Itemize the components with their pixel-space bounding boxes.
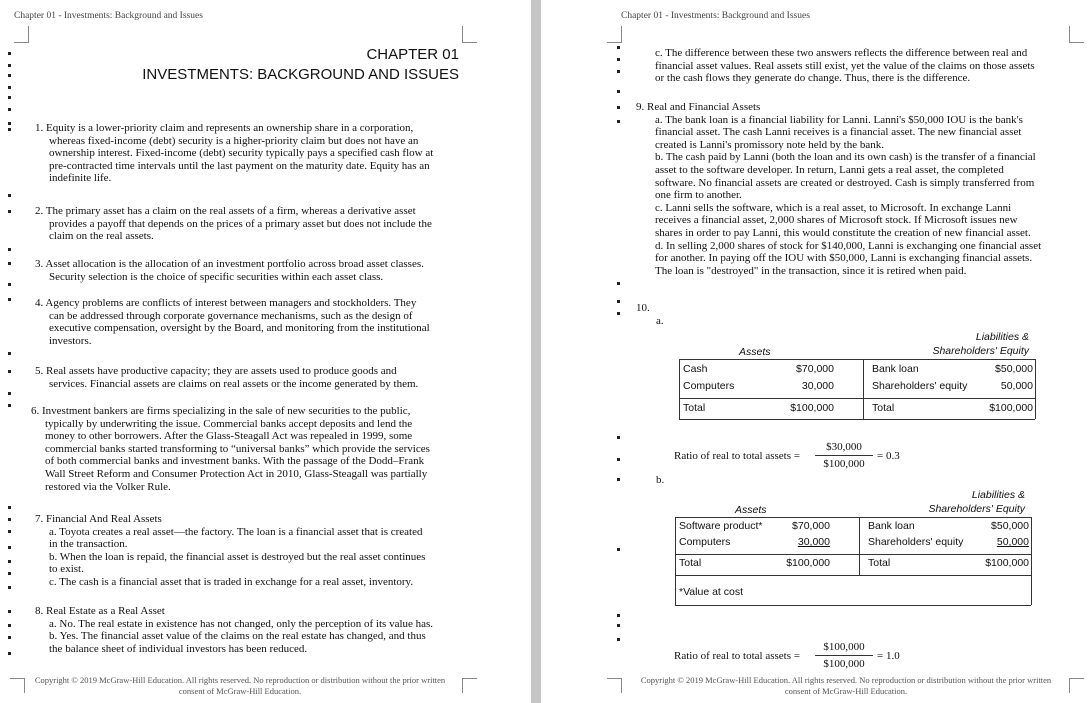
liab-row-label: Shareholders' equity — [868, 536, 964, 548]
page-header: Chapter 01 - Investments: Background and Issues — [14, 11, 203, 21]
bullet-marker — [8, 572, 11, 575]
bullet-marker — [8, 210, 11, 213]
liab-row-value: 50,000 — [1000, 380, 1033, 392]
q4-line: can be addressed through corporate governance mechanisms, such as the design of — [49, 309, 413, 322]
q6-line: of both commercial banks and investment banks. With the passage of the Dodd–Frank — [45, 455, 425, 468]
asset-row-label: Computers — [683, 380, 735, 392]
q8-line: b. Yes. The financial asset value of the claims on the real estate has changed, and thus — [49, 630, 426, 643]
liab-total-label: Total — [872, 402, 895, 414]
asset-row-value: 30,000 — [801, 380, 834, 392]
right-page — [541, 0, 1092, 703]
q2-line: provides a payoff that depends on the prices of a primary asset but does not include the — [49, 217, 432, 230]
crop-mark — [607, 678, 622, 693]
q7-line: b. When the loan is repaid, the financial asset is destroyed but the real asset continues — [49, 550, 426, 563]
equity-header: Shareholders' Equity — [928, 503, 1025, 515]
part-a-label: a. — [656, 315, 664, 327]
q9-line: software. No financial assets are created or destroyed. Cash is simply transferred from — [655, 176, 1035, 189]
q6-line: typically by underwriting the issue. Commercial banks accept deposits and lend the — [45, 417, 413, 430]
liabilities-header: Liabilities & — [975, 331, 1029, 343]
bullet-marker — [8, 298, 11, 301]
bullet-marker — [617, 638, 620, 641]
q4-line: investors. — [49, 334, 92, 347]
assets-header: Assets — [739, 346, 771, 358]
liab-row-value: $50,000 — [991, 520, 1029, 532]
ratio-numerator: $100,000 — [823, 641, 865, 653]
bullet-marker — [8, 96, 11, 99]
q9-line: The loan is "destroyed" in the transaction, since it is retired when paid. — [655, 264, 967, 277]
ratio-numerator: $30,000 — [826, 441, 862, 453]
bullet-marker — [617, 90, 620, 93]
bullet-marker — [8, 404, 11, 407]
bullet-marker — [8, 392, 11, 395]
chapter-number: CHAPTER 01 — [366, 46, 459, 63]
bullet-marker — [8, 370, 11, 373]
question-10-number: 10. — [636, 302, 650, 314]
bullet-marker — [8, 86, 11, 89]
page-footer: Copyright © 2019 McGraw-Hill Education. All rights reserved. No reproduction or distribution without the prior written consent of McGraw-Hill Education. — [640, 675, 1052, 696]
assets-header: Assets — [735, 504, 767, 516]
bullet-marker — [617, 312, 620, 315]
bullet-marker — [8, 283, 11, 286]
bullet-marker — [617, 458, 620, 461]
liabilities-header: Liabilities & — [971, 489, 1025, 501]
q1-line: whereas fixed-income (debt) security is a higher-priority claim but does not have an — [49, 134, 419, 147]
asset-row-value: $70,000 — [796, 363, 834, 375]
bullet-marker — [8, 530, 11, 533]
bullet-marker — [617, 478, 620, 481]
q3-line: Security selection is the choice of specific securities within each asset class. — [49, 270, 384, 283]
balance-sheet-a — [679, 330, 1035, 426]
q6-line: money to other borrowers. After the Glass-Steagall Act was repealed in 1999, some — [45, 430, 413, 443]
bullet-marker — [8, 652, 11, 655]
bullet-marker — [617, 106, 620, 109]
q4-line: executive compensation, oversight by the Board, and monitoring from the institutional — [49, 322, 430, 335]
liab-row-label: Bank loan — [868, 520, 915, 532]
q7-line: 7. Financial And Real Assets — [35, 513, 162, 525]
asset-row-label: Software product* — [679, 520, 763, 532]
page-footer: Copyright © 2019 McGraw-Hill Education. All rights reserved. No reproduction or distribution without the prior written consent of McGraw-Hill Education. — [34, 675, 446, 696]
q9-line: b. The cash paid by Lanni (both the loan and its own cash) is the transfer of a financial — [655, 151, 1036, 164]
bullet-marker — [8, 122, 11, 125]
q9-line: asset to the software developer. In return, Lanni gets a real asset, the completed — [655, 164, 1004, 176]
bullet-marker — [617, 548, 620, 551]
asset-total-value: $100,000 — [786, 557, 830, 569]
liab-total-label: Total — [868, 557, 891, 569]
equity-header: Shareholders' Equity — [932, 345, 1029, 357]
ratio-denominator: $100,000 — [823, 458, 865, 470]
bullet-marker — [617, 46, 620, 49]
q9-line: for another. In paying off the IOU with $50,000, Lanni is exchanging financial assets. — [655, 252, 1033, 265]
ratio-a: Ratio of real to total assets = $30,000 $100,000 = 0.3 — [674, 441, 900, 470]
bullet-marker — [8, 624, 11, 627]
bullet-marker — [617, 70, 620, 73]
bullet-marker — [8, 506, 11, 509]
liab-row-label: Bank loan — [872, 363, 919, 375]
q9-line: c. Lanni sells the software, which is a real asset, to Microsoft. In exchange Lanni — [655, 201, 1012, 214]
bullet-marker — [617, 120, 620, 123]
asset-total-value: $100,000 — [790, 402, 834, 414]
bullet-marker — [8, 64, 11, 67]
crop-mark — [1069, 678, 1084, 693]
asset-row-label: Computers — [679, 536, 731, 548]
page-header: Chapter 01 - Investments: Background and Issues — [621, 11, 810, 21]
bullet-marker — [617, 436, 620, 439]
liab-row-value: 50,000 — [996, 536, 1029, 548]
q7-line: to exist. — [49, 563, 84, 576]
part-b-label: b. — [656, 474, 665, 486]
bullet-marker — [8, 128, 11, 131]
q2-line: claim on the real assets. — [49, 230, 154, 243]
q9-line: financial asset. The cash Lanni receives is a financial asset. The new financial asset — [655, 126, 1022, 139]
bullet-marker — [8, 194, 11, 197]
liab-row-label: Shareholders' equity — [872, 380, 968, 392]
crop-mark — [462, 26, 477, 43]
q4-line: 4. Agency problems are conflicts of interest between managers and stockholders. They — [35, 297, 417, 309]
q8-line: the balance sheet of individual investors has been reduced. — [49, 642, 308, 655]
crop-mark — [14, 26, 29, 43]
ratio-denominator: $100,000 — [823, 658, 865, 670]
bullet-marker — [617, 300, 620, 303]
q8-line: 8. Real Estate as a Real Asset — [35, 605, 165, 617]
bullet-marker — [8, 262, 11, 265]
asset-total-label: Total — [679, 557, 702, 569]
q8c-line: c. The difference between these two answers reflects the difference between real and — [655, 47, 1028, 59]
bullet-marker — [8, 52, 11, 55]
ratio-b: Ratio of real to total assets = $100,000 $100,000 = 1.0 — [674, 641, 900, 670]
liab-row-value: $50,000 — [995, 363, 1033, 375]
q8c-line: or the cash flows they generate do change. Thus, there is the difference. — [655, 72, 971, 85]
q3-line: 3. Asset allocation is the allocation of an investment portfolio across broad asset classes. — [35, 258, 424, 270]
bullet-marker — [8, 586, 11, 589]
asset-row-label: Cash — [683, 363, 708, 375]
table-footnote: *Value at cost — [679, 586, 744, 598]
q9-line: a. The bank loan is a financial liability for Lanni. Lanni's $50,000 IOU is the bank's — [655, 113, 1023, 126]
q9-line: d. In selling 2,000 shares of stock for $140,000, Lanni is exchanging one financial asset — [655, 239, 1042, 252]
q9-line: 9. Real and Financial Assets — [636, 101, 761, 113]
bullet-marker — [8, 518, 11, 521]
q1-line: indefinite life. — [49, 172, 112, 185]
asset-row-value: 30,000 — [797, 536, 830, 548]
q5-line: 5. Real assets have productive capacity; they are assets used to produce goods and — [35, 365, 397, 377]
crop-mark — [1069, 26, 1084, 43]
chapter-title: INVESTMENTS: BACKGROUND AND ISSUES — [142, 66, 459, 83]
q6-line: 6. Investment bankers are firms specializing in the sale of new securities to the public, — [31, 405, 411, 417]
q2-line: 2. The primary asset has a claim on the real assets of a firm, whereas a derivative asset — [35, 205, 416, 217]
bullet-marker — [8, 248, 11, 251]
q7-line: a. Toyota creates a real asset—the factory. The loan is a financial asset that is created — [49, 525, 423, 538]
q6-line: Wall Street Reform and Consumer Protection Act in 2010, Glass-Steagall was partially — [45, 468, 428, 480]
ratio-result: = 1.0 — [877, 650, 900, 662]
bullet-marker — [8, 108, 11, 111]
left-page — [0, 0, 531, 703]
q5-line: services. Financial assets are claims on real assets or the income generated by them. — [49, 377, 419, 390]
bullet-marker — [617, 58, 620, 61]
bullet-marker — [8, 636, 11, 639]
balance-sheet-b — [675, 488, 1031, 606]
liab-total-value: $100,000 — [989, 402, 1033, 414]
q1-line: 1. Equity is a lower-priority claim and represents an ownership share in a corporation, — [35, 122, 414, 134]
crop-mark — [607, 26, 622, 43]
liab-total-value: $100,000 — [985, 557, 1029, 569]
bullet-marker — [8, 74, 11, 77]
q9-line: shares in order to pay Lanni, this would constitute the creation of new financial asset. — [655, 227, 1031, 239]
crop-mark — [462, 678, 477, 693]
bullet-marker — [8, 352, 11, 355]
bullet-marker — [617, 624, 620, 627]
bullet-marker — [8, 610, 11, 613]
asset-row-value: $70,000 — [792, 520, 830, 532]
q1-line: pre-contracted time intervals until the last payment on the maturity date. Equity has an — [49, 159, 430, 172]
q9-line: one firm to another. — [655, 189, 742, 202]
bullet-marker — [617, 282, 620, 285]
bullet-marker — [617, 614, 620, 617]
q9-line: created is Lanni's promissory note held by the bank. — [655, 138, 884, 151]
ratio-result: = 0.3 — [877, 450, 900, 462]
q7-line: in the transaction. — [49, 538, 128, 551]
q8-line: a. No. The real estate in existence has not changed, only the perception of its value has. — [49, 617, 434, 630]
q7-line: c. The cash is a financial asset that is traded in exchange for a real asset, inventory. — [49, 576, 414, 588]
q9-line: receives a financial asset, 2,000 shares of Microsoft stock. If Microsoft issues new — [655, 214, 1018, 227]
q8c-line: financial asset values. Real assets still exist, yet the value of the claims on those assets — [655, 59, 1035, 72]
bullet-marker — [8, 546, 11, 549]
q6-line: restored via the Volker Rule. — [45, 480, 171, 493]
asset-total-label: Total — [683, 402, 706, 414]
q1-line: ownership interest. Fixed-income (debt) security typically pays a specified cash flow at — [49, 147, 434, 160]
q6-line: commercial banks started transforming to “universal banks” which provide the services — [45, 442, 430, 455]
bullet-marker — [8, 560, 11, 563]
